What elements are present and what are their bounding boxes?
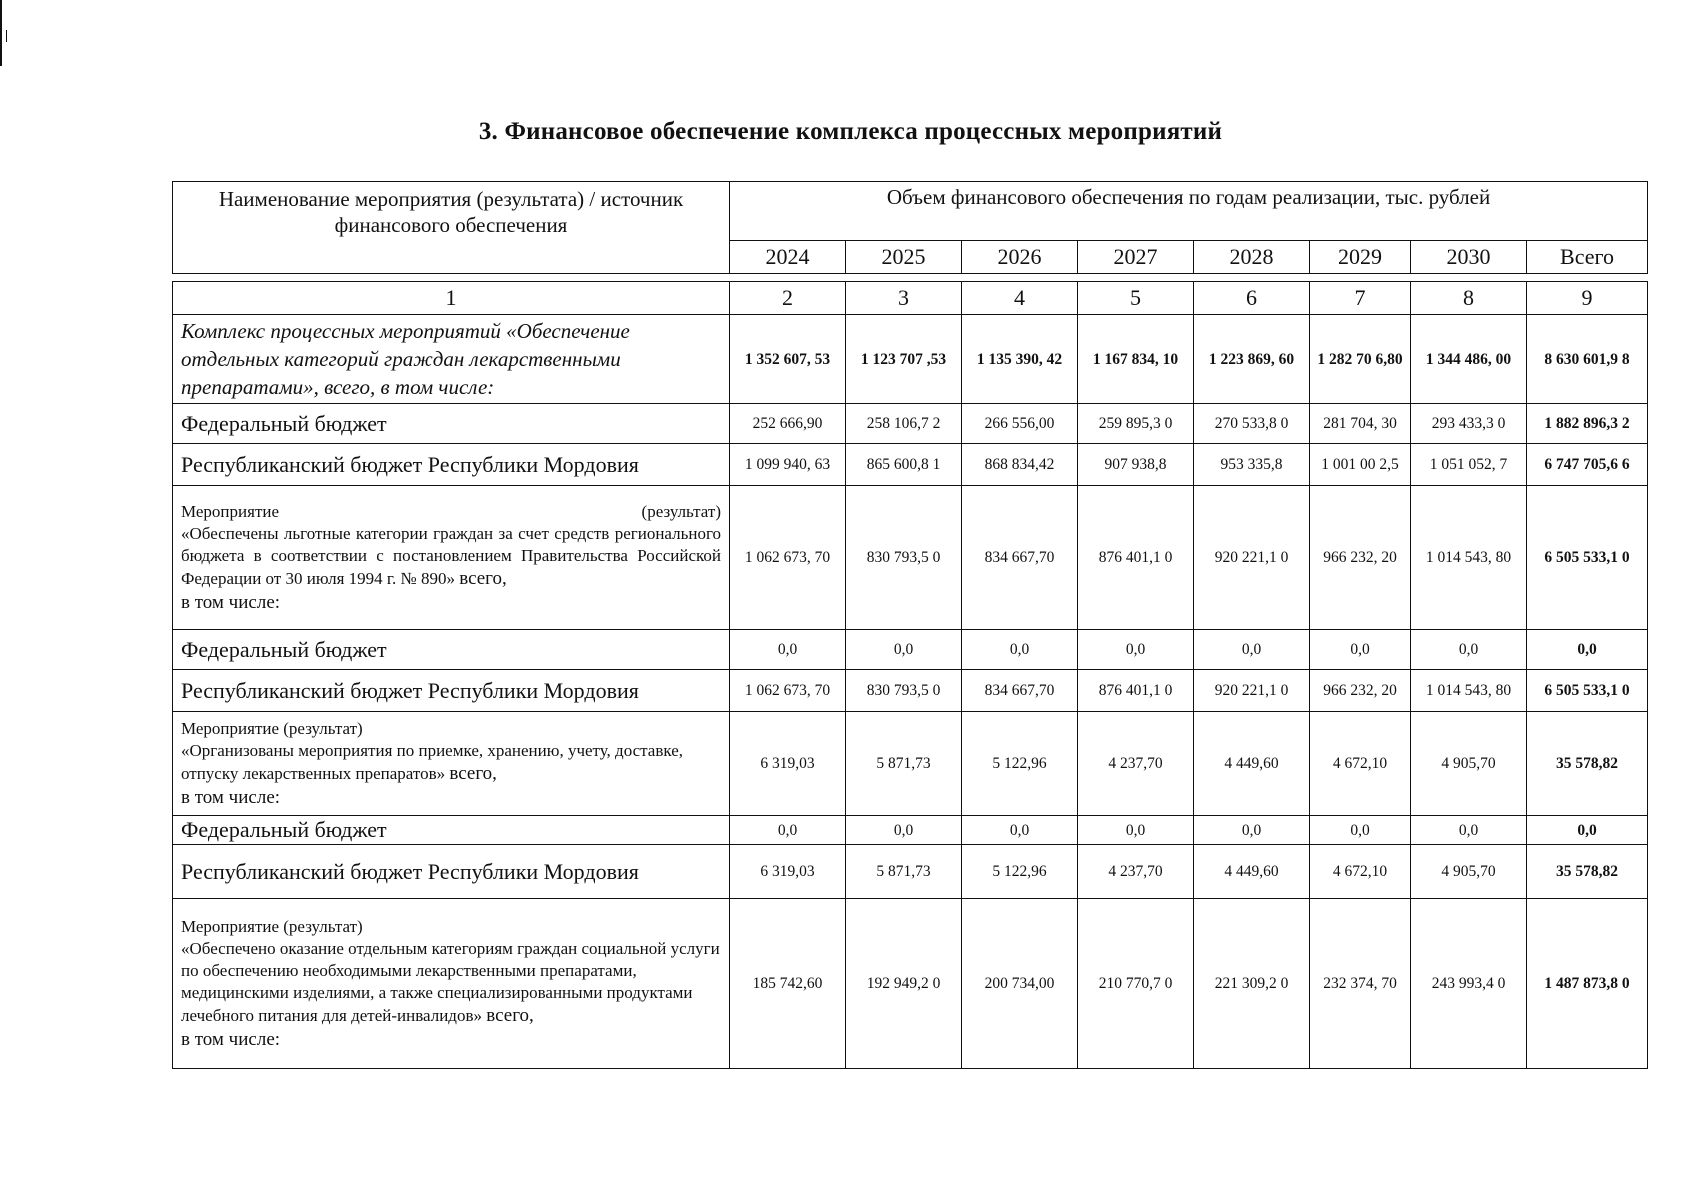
row-name-label: Мероприятие (результат)	[181, 718, 363, 738]
table-row	[173, 486, 1648, 630]
cell-value: 5 871,73	[846, 845, 962, 899]
cell-value: 1 282 70 6,80	[1310, 315, 1411, 404]
cell-value: 0,0	[1411, 816, 1527, 845]
row-name-text: Федеральный бюджет	[181, 410, 387, 436]
table-row	[173, 404, 1648, 444]
cell-value: 4 237,70	[1078, 712, 1194, 816]
cell-value: 1 001 00 2,5	[1310, 444, 1411, 486]
cell-value: 5 122,96	[962, 712, 1078, 816]
name-column-header: Наименование мероприятия (результата) / источник финансового обеспечения	[173, 182, 730, 274]
column-number: 1	[173, 282, 730, 315]
cell-value: 266 556,00	[962, 404, 1078, 444]
cell-total: 0,0	[1527, 630, 1648, 670]
cell-total: 1 882 896,3 2	[1527, 404, 1648, 444]
row-name-tail: в том числе:	[181, 1028, 281, 1050]
cell-value: 0,0	[846, 630, 962, 670]
cell-value: 1 344 486, 00	[1411, 315, 1527, 404]
cell-value: 0,0	[1310, 816, 1411, 845]
cell-value: 5 122,96	[962, 845, 1078, 899]
cell-value: 1 062 673, 70	[730, 670, 846, 712]
cell-value: 0,0	[1194, 816, 1310, 845]
cell-value: 6 319,03	[730, 712, 846, 816]
cell-value: 4 905,70	[1411, 712, 1527, 816]
year-header: 2028	[1194, 241, 1310, 274]
cell-total: 6 747 705,6 6	[1527, 444, 1648, 486]
row-name-body: «Организованы мероприятия по приемке, хранению, учету, доставке, отпуску лекарственных препаратов»	[181, 740, 684, 783]
year-header: 2027	[1078, 241, 1194, 274]
scan-edge-mark	[6, 30, 7, 42]
row-name-text: Комплекс процессных мероприятий «Обеспечение отдельных категорий граждан лекарственными препаратами», всего, в том числе:	[181, 319, 630, 399]
row-name	[173, 899, 730, 1069]
row-name	[173, 670, 730, 712]
row-name-label-line	[181, 501, 721, 523]
cell-value: 4 672,10	[1310, 845, 1411, 899]
cell-value: 1 135 390, 42	[962, 315, 1078, 404]
table-row	[173, 712, 1648, 816]
row-name-label: Мероприятие	[181, 501, 280, 521]
scan-edge-mark	[0, 0, 2, 66]
cell-total: 6 505 533,1 0	[1527, 486, 1648, 630]
financing-table	[172, 281, 1648, 1069]
row-name-tail: в том числе:	[181, 786, 281, 808]
cell-value: 0,0	[730, 630, 846, 670]
cell-value: 1 352 607, 53	[730, 315, 846, 404]
cell-value: 6 319,03	[730, 845, 846, 899]
cell-value: 0,0	[1411, 630, 1527, 670]
cell-value: 185 742,60	[730, 899, 846, 1069]
table-row	[173, 670, 1648, 712]
table-row	[173, 845, 1648, 899]
cell-value: 920 221,1 0	[1194, 486, 1310, 630]
cell-value: 953 335,8	[1194, 444, 1310, 486]
cell-value: 907 938,8	[1078, 444, 1194, 486]
cell-value: 0,0	[1194, 630, 1310, 670]
column-number: 6	[1194, 282, 1310, 315]
column-number: 5	[1078, 282, 1194, 315]
row-name-tail-inline: всего,	[449, 762, 497, 784]
row-name-text: Республиканский бюджет Республики Мордовия	[181, 858, 639, 884]
cell-value: 200 734,00	[962, 899, 1078, 1069]
cell-value: 5 871,73	[846, 712, 962, 816]
cell-value: 0,0	[962, 816, 1078, 845]
cell-value: 270 533,8 0	[1194, 404, 1310, 444]
row-name-body: «Обеспечены льготные категории граждан за счет средств регионального бюджета в соответствии с постановлением Правительства Российской Федерации от 30 июля 1994 г. № 890»	[181, 523, 721, 588]
column-number: 7	[1310, 282, 1411, 315]
cell-value: 192 949,2 0	[846, 899, 962, 1069]
cell-value: 920 221,1 0	[1194, 670, 1310, 712]
cell-value: 0,0	[846, 816, 962, 845]
cell-value: 830 793,5 0	[846, 486, 962, 630]
cell-value: 293 433,3 0	[1411, 404, 1527, 444]
row-name-text: Республиканский бюджет Республики Мордовия	[181, 451, 639, 477]
cell-value: 1 123 707 ,53	[846, 315, 962, 404]
year-header: 2029	[1310, 241, 1411, 274]
year-header: 2025	[846, 241, 962, 274]
cell-value: 0,0	[1078, 816, 1194, 845]
cell-total: 35 578,82	[1527, 712, 1648, 816]
table-row	[173, 315, 1648, 404]
volume-column-header: Объем финансового обеспечения по годам реализации, тыс. рублей	[730, 182, 1648, 241]
cell-total: 6 505 533,1 0	[1527, 670, 1648, 712]
cell-value: 0,0	[1078, 630, 1194, 670]
row-name	[173, 630, 730, 670]
cell-value: 4 672,10	[1310, 712, 1411, 816]
cell-value: 1 051 052, 7	[1411, 444, 1527, 486]
table-row	[173, 630, 1648, 670]
cell-value: 966 232, 20	[1310, 670, 1411, 712]
year-header: 2030	[1411, 241, 1527, 274]
cell-value: 0,0	[962, 630, 1078, 670]
column-number: 8	[1411, 282, 1527, 315]
row-name-label: Мероприятие (результат)	[181, 916, 363, 936]
cell-value: 876 401,1 0	[1078, 486, 1194, 630]
row-name-tail: в том числе:	[181, 591, 281, 613]
cell-value: 243 993,4 0	[1411, 899, 1527, 1069]
cell-value: 966 232, 20	[1310, 486, 1411, 630]
cell-value: 210 770,7 0	[1078, 899, 1194, 1069]
table-row	[173, 899, 1648, 1069]
cell-value: 259 895,3 0	[1078, 404, 1194, 444]
cell-value: 1 223 869, 60	[1194, 315, 1310, 404]
column-number: 3	[846, 282, 962, 315]
cell-value: 0,0	[1310, 630, 1411, 670]
row-name	[173, 816, 730, 845]
row-name-text: Республиканский бюджет Республики Мордовия	[181, 677, 639, 703]
cell-value: 4 449,60	[1194, 845, 1310, 899]
page-title: 3. Финансовое обеспечение комплекса процессных мероприятий	[478, 118, 1223, 145]
row-name	[173, 444, 730, 486]
cell-value: 834 667,70	[962, 670, 1078, 712]
cell-value: 1 014 543, 80	[1411, 670, 1527, 712]
cell-value: 0,0	[730, 816, 846, 845]
row-name	[173, 486, 730, 630]
table-row	[173, 444, 1648, 486]
column-number: 2	[730, 282, 846, 315]
cell-value: 4 905,70	[1411, 845, 1527, 899]
cell-value: 232 374, 70	[1310, 899, 1411, 1069]
year-header: 2024	[730, 241, 846, 274]
cell-value: 1 167 834, 10	[1078, 315, 1194, 404]
table-row	[173, 816, 1648, 845]
table-header	[172, 181, 1648, 274]
row-name	[173, 315, 730, 404]
cell-value: 868 834,42	[962, 444, 1078, 486]
cell-value: 1 099 940, 63	[730, 444, 846, 486]
cell-total: 0,0	[1527, 816, 1648, 845]
column-number: 4	[962, 282, 1078, 315]
cell-value: 834 667,70	[962, 486, 1078, 630]
cell-value: 281 704, 30	[1310, 404, 1411, 444]
column-number: 9	[1527, 282, 1648, 315]
row-name	[173, 404, 730, 444]
row-name	[173, 845, 730, 899]
row-name-body: «Обеспечено оказание отдельным категориям граждан социальной услуги по обеспечению необходимыми лекарственными препаратами, медицинскими изделиями, а также специализированными продуктами лечебного питания для детей-инвалидов»	[181, 938, 720, 1025]
cell-total: 35 578,82	[1527, 845, 1648, 899]
cell-total: 1 487 873,8 0	[1527, 899, 1648, 1069]
cell-value: 4 237,70	[1078, 845, 1194, 899]
cell-value: 1 062 673, 70	[730, 486, 846, 630]
row-name-text: Федеральный бюджет	[181, 817, 387, 842]
row-name-tail-inline: всего,	[459, 567, 507, 589]
row-name-text	[181, 938, 721, 1028]
year-header: 2026	[962, 241, 1078, 274]
row-name	[173, 712, 730, 816]
cell-value: 876 401,1 0	[1078, 670, 1194, 712]
cell-value: 221 309,2 0	[1194, 899, 1310, 1069]
row-name-text	[181, 740, 721, 786]
cell-value: 865 600,8 1	[846, 444, 962, 486]
row-name-text: Федеральный бюджет	[181, 636, 387, 662]
cell-total: 8 630 601,9 8	[1527, 315, 1648, 404]
cell-value: 830 793,5 0	[846, 670, 962, 712]
total-header: Всего	[1527, 241, 1648, 274]
row-name-text	[181, 523, 721, 591]
column-number-row	[173, 282, 1648, 315]
cell-value: 252 666,90	[730, 404, 846, 444]
cell-value: 4 449,60	[1194, 712, 1310, 816]
cell-value: 258 106,7 2	[846, 404, 962, 444]
row-name-tail-inline: всего,	[486, 1004, 534, 1026]
row-name-label-right: (результат)	[641, 501, 721, 521]
cell-value: 1 014 543, 80	[1411, 486, 1527, 630]
